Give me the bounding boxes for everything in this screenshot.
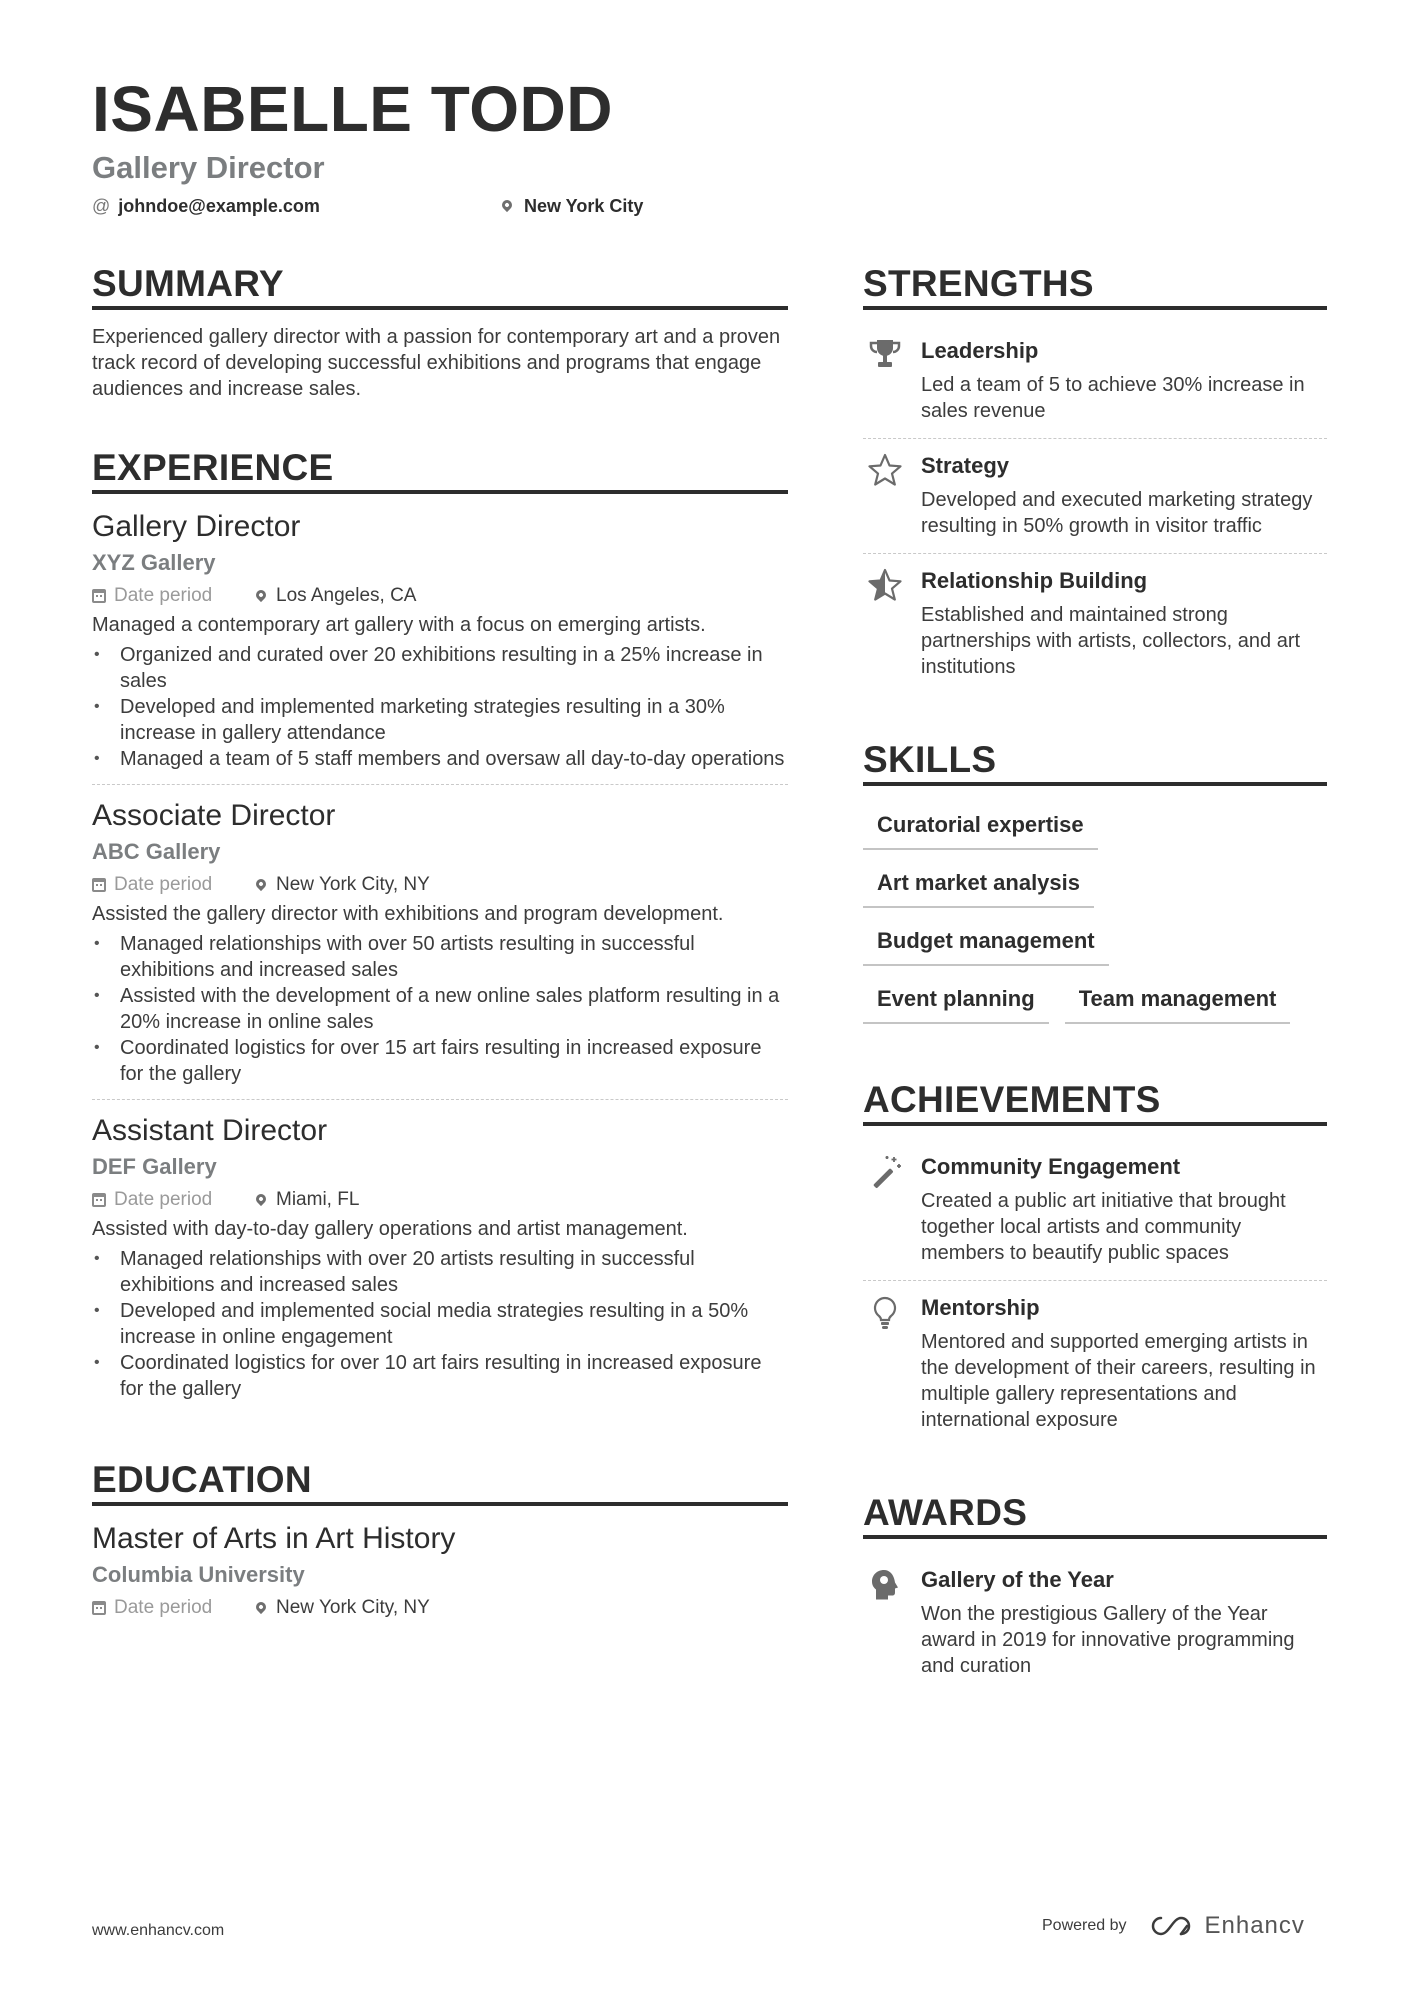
location-pin-icon xyxy=(500,198,514,212)
infinity-logo-icon xyxy=(1149,1914,1195,1938)
experience-entry xyxy=(92,1112,788,1414)
date-text: Date period xyxy=(114,874,213,895)
education-entry xyxy=(92,1520,788,1634)
section-heading-experience: EXPERIENCE xyxy=(92,446,788,494)
brand-name: Enhancv xyxy=(1204,1912,1305,1939)
company-name: XYZ Gallery xyxy=(92,550,216,575)
education-section xyxy=(92,1458,788,1634)
date-period xyxy=(92,582,254,610)
skills-list xyxy=(863,800,1327,1034)
strength-body xyxy=(921,566,1327,680)
candidate-name: ISABELLE TODD xyxy=(92,73,613,145)
magic-wand-icon xyxy=(863,1152,907,1266)
location-text: Miami, FL xyxy=(276,1189,360,1210)
strength-title: Relationship Building xyxy=(921,568,1148,593)
calendar-icon xyxy=(92,1193,106,1207)
achievement-item xyxy=(863,1281,1327,1447)
calendar-icon xyxy=(92,589,106,603)
achievement-text: Created a public art initiative that brought together local artists and community members to beautify public spaces xyxy=(921,1190,1286,1264)
skill-tag: Team management xyxy=(1065,976,1291,1024)
skill-tag: Curatorial expertise xyxy=(863,802,1098,850)
strength-text: Developed and executed marketing strategy resulting in 50% growth in visitor traffic xyxy=(921,489,1313,537)
lightbulb-icon xyxy=(863,1293,907,1433)
strength-body xyxy=(921,336,1327,424)
achievements-section xyxy=(863,1078,1327,1447)
job-title: Gallery Director xyxy=(92,510,301,543)
award-title: Gallery of the Year xyxy=(921,1567,1114,1592)
date-text: Date period xyxy=(114,1597,213,1618)
date-period xyxy=(92,1594,254,1622)
skill-tag: Art market analysis xyxy=(863,860,1094,908)
list-item: • Organized and curated over 20 exhibitions resulting in a 25% increase in sales xyxy=(92,642,788,694)
trophy-icon xyxy=(863,336,907,424)
location-text: Los Angeles, CA xyxy=(276,585,417,606)
skill-tag: Budget management xyxy=(863,918,1109,966)
company-name: DEF Gallery xyxy=(92,1154,217,1179)
strengths-section xyxy=(863,262,1327,694)
strength-item xyxy=(863,439,1327,554)
job-description: Assisted the gallery director with exhibitions and program development. xyxy=(92,903,724,925)
entry-location xyxy=(254,871,430,899)
company-name: ABC Gallery xyxy=(92,839,221,864)
contact-location xyxy=(500,196,643,217)
date-text: Date period xyxy=(114,585,213,606)
location-text: New York City xyxy=(524,196,644,216)
location-pin-icon xyxy=(254,1599,268,1613)
star-half-icon xyxy=(863,566,907,680)
school-name: Columbia University xyxy=(92,1562,305,1587)
section-heading-skills: SKILLS xyxy=(863,738,1327,786)
skills-section xyxy=(863,738,1327,1034)
award-body xyxy=(921,1565,1327,1679)
section-heading-awards: AWARDS xyxy=(863,1491,1327,1539)
list-item: • Managed a team of 5 staff members and oversaw all day-to-day operations xyxy=(92,746,788,772)
contact-email[interactable] xyxy=(92,196,320,217)
head-profile-icon xyxy=(863,1565,907,1679)
entry-location xyxy=(254,1594,430,1622)
calendar-icon xyxy=(92,878,106,892)
entry-location xyxy=(254,582,416,610)
award-item xyxy=(863,1553,1327,1693)
brand-logo xyxy=(1149,1912,1305,1940)
degree-title: Master of Arts in Art History xyxy=(92,1522,456,1555)
awards-section xyxy=(863,1491,1327,1693)
location-pin-icon xyxy=(254,587,268,601)
at-icon: @ xyxy=(92,196,111,216)
list-item: • Assisted with the development of a new online sales platform resulting in a 20% increase in online sales xyxy=(92,983,788,1035)
job-title: Associate Director xyxy=(92,799,336,832)
achievement-text: Mentored and supported emerging artists in the development of their careers, resulting in multiple gallery representations and international exposure xyxy=(921,1331,1316,1431)
strength-text: Led a team of 5 to achieve 30% increase in sales revenue xyxy=(921,374,1305,422)
achievement-list xyxy=(92,642,788,772)
achievement-title: Mentorship xyxy=(921,1295,1040,1320)
experience-section xyxy=(92,446,788,1414)
summary-section xyxy=(92,262,788,402)
achievement-body xyxy=(921,1293,1327,1433)
section-heading-strengths: STRENGTHS xyxy=(863,262,1327,310)
list-item: • Coordinated logistics for over 15 art fairs resulting in increased exposure for the gallery xyxy=(92,1035,788,1087)
list-item: • Developed and implemented social media strategies resulting in a 50% increase in online engagement xyxy=(92,1298,788,1350)
date-period xyxy=(92,1186,254,1214)
date-period xyxy=(92,871,254,899)
strength-title: Leadership xyxy=(921,338,1039,363)
achievement-title: Community Engagement xyxy=(921,1154,1181,1179)
achievement-list xyxy=(92,1246,788,1402)
star-outline-icon xyxy=(863,451,907,539)
right-column xyxy=(863,262,1327,1737)
strength-item xyxy=(863,324,1327,439)
award-text: Won the prestigious Gallery of the Year award in 2019 for innovative programming and curation xyxy=(921,1603,1295,1677)
experience-entry xyxy=(92,797,788,1100)
job-description: Managed a contemporary art gallery with a focus on emerging artists. xyxy=(92,614,706,636)
strength-item xyxy=(863,554,1327,694)
skill-tag: Event planning xyxy=(863,976,1049,1024)
entry-meta xyxy=(92,1186,788,1214)
achievement-body xyxy=(921,1152,1327,1266)
achievement-list xyxy=(92,931,788,1087)
achievement-item xyxy=(863,1140,1327,1281)
summary-text: Experienced gallery director with a passion for contemporary art and a proven track record of developing successful exhibitions and programs that engage audiences and increase sales. xyxy=(92,326,781,400)
entry-meta xyxy=(92,1594,788,1622)
email-text: johndoe@example.com xyxy=(118,196,320,216)
candidate-title: Gallery Director xyxy=(92,150,325,185)
job-title: Assistant Director xyxy=(92,1114,328,1147)
list-item: • Managed relationships with over 20 artists resulting in successful exhibitions and increased sales xyxy=(92,1246,788,1298)
entry-meta xyxy=(92,871,788,899)
footer-branding[interactable] xyxy=(1042,1912,1305,1940)
experience-entry xyxy=(92,508,788,785)
location-pin-icon xyxy=(254,1191,268,1205)
strength-title: Strategy xyxy=(921,453,1010,478)
section-heading-achievements: ACHIEVEMENTS xyxy=(863,1078,1327,1126)
calendar-icon xyxy=(92,1601,106,1615)
powered-by-label: Powered by xyxy=(1042,1917,1127,1934)
location-pin-icon xyxy=(254,876,268,890)
left-column xyxy=(92,262,788,1678)
location-text: New York City, NY xyxy=(276,874,430,895)
entry-location xyxy=(254,1186,359,1214)
strength-text: Established and maintained strong partnerships with artists, collectors, and art institutions xyxy=(921,604,1301,678)
section-heading-education: EDUCATION xyxy=(92,1458,788,1506)
list-item: • Managed relationships with over 50 artists resulting in successful exhibitions and increased sales xyxy=(92,931,788,983)
job-description: Assisted with day-to-day gallery operations and artist management. xyxy=(92,1218,688,1240)
strength-body xyxy=(921,451,1327,539)
section-heading-summary: SUMMARY xyxy=(92,262,788,310)
footer-website-link[interactable]: www.enhancv.com xyxy=(92,1922,225,1939)
location-text: New York City, NY xyxy=(276,1597,430,1618)
list-item: • Coordinated logistics for over 10 art fairs resulting in increased exposure for the gallery xyxy=(92,1350,788,1402)
date-text: Date period xyxy=(114,1189,213,1210)
list-item: • Developed and implemented marketing strategies resulting in a 30% increase in gallery attendance xyxy=(92,694,788,746)
entry-meta xyxy=(92,582,788,610)
